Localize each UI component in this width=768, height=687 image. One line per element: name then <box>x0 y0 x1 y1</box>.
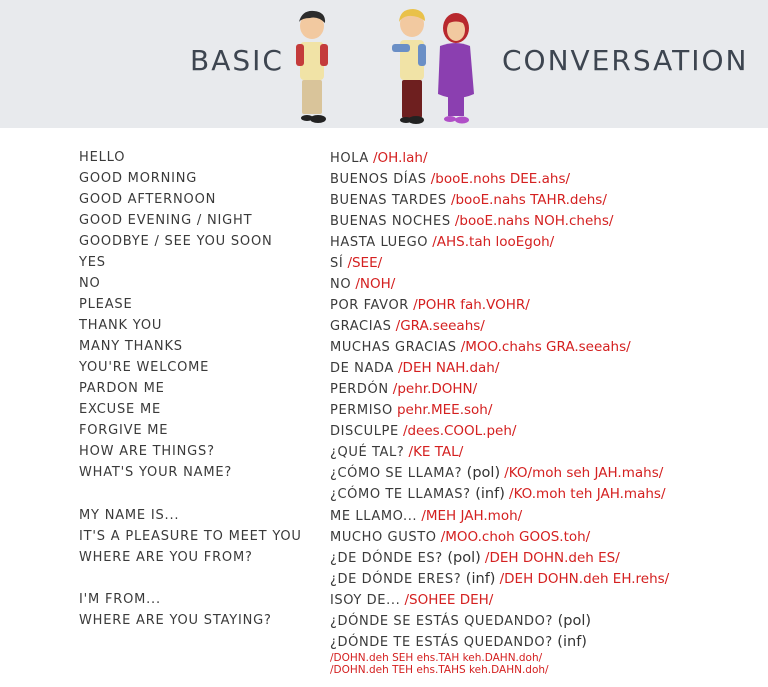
phrase-row <box>0 592 768 612</box>
phrase-row <box>0 661 768 681</box>
english-phrase: NO <box>79 276 101 291</box>
pronunciation: /booE.nahs NOH.chehs/ <box>454 213 614 229</box>
spanish-phrase: BUENOS DÍAS <box>330 172 427 187</box>
pronunciation: /dees.COOL.peh/ <box>402 423 517 439</box>
spanish-cell <box>330 661 549 677</box>
spanish-cell <box>330 213 613 229</box>
spanish-phrase: ¿DE DÓNDE ES? <box>330 551 443 566</box>
pronunciation: pehr.MEE.soh/ <box>396 402 493 418</box>
spanish-cell <box>330 444 463 460</box>
phrase-row <box>0 276 768 296</box>
phrase-row <box>0 444 768 464</box>
spanish-cell <box>330 571 669 587</box>
spanish-phrase: ¿CÓMO TE LLAMAS? <box>330 487 471 502</box>
spanish-phrase: ME LLAMO... <box>330 509 418 524</box>
pronunciation: /DEH DOHN.deh ES/ <box>484 550 620 566</box>
formality-note: (inf) <box>470 486 505 502</box>
spanish-cell <box>330 150 428 166</box>
spanish-phrase: ¿DE DÓNDE ERES? <box>330 572 462 587</box>
spanish-phrase: NO <box>330 277 352 292</box>
boy-figure <box>296 11 328 123</box>
spanish-cell <box>330 255 382 271</box>
phrase-row <box>0 381 768 401</box>
formality-note: (inf) <box>552 634 587 650</box>
english-phrase: GOOD MORNING <box>79 171 198 186</box>
spanish-cell <box>330 360 499 376</box>
spanish-cell <box>330 486 666 502</box>
spanish-cell <box>330 423 516 439</box>
phrase-row <box>0 550 768 570</box>
spanish-cell <box>330 402 492 418</box>
pronunciation: /KO/moh seh JAH.mahs/ <box>504 465 664 481</box>
pronunciation: /DOHN.deh TEH ehs.TAHS keh.DAHN.doh/ <box>330 664 549 676</box>
girl-figure <box>438 13 474 124</box>
phrase-row <box>0 571 768 591</box>
blond-boy-figure <box>392 9 426 124</box>
phrase-row <box>0 486 768 506</box>
spanish-phrase: DE NADA <box>330 361 394 376</box>
spanish-phrase: PERMISO <box>330 403 393 418</box>
spanish-phrase: ¿CÓMO SE LLAMA? <box>330 466 463 481</box>
spanish-phrase: MUCHO GUSTO <box>330 530 437 545</box>
spanish-phrase: BUENAS NOCHES <box>330 214 451 229</box>
phrase-row <box>0 529 768 549</box>
phrase-row <box>0 213 768 233</box>
phrase-row <box>0 171 768 191</box>
spanish-phrase: SÍ <box>330 256 344 271</box>
spanish-cell <box>330 508 522 524</box>
spanish-phrase: DISCULPE <box>330 424 399 439</box>
english-phrase: WHERE ARE YOU STAYING? <box>79 613 272 628</box>
english-phrase: EXCUSE ME <box>79 402 161 417</box>
phrase-row <box>0 150 768 170</box>
phrase-row <box>0 423 768 443</box>
english-phrase: PARDON ME <box>79 381 165 396</box>
spanish-cell <box>330 613 591 629</box>
title-basic: BASIC <box>190 44 284 77</box>
people-illustration <box>288 6 484 128</box>
phrase-row <box>0 465 768 485</box>
spanish-phrase: HASTA LUEGO <box>330 235 429 250</box>
english-phrase: WHERE ARE YOU FROM? <box>79 550 253 565</box>
phrase-row <box>0 360 768 380</box>
spanish-phrase: GRACIAS <box>330 319 392 334</box>
pronunciation: /GRA.seeahs/ <box>395 318 485 334</box>
english-phrase: YOU'RE WELCOME <box>79 360 210 375</box>
spanish-cell <box>330 550 620 566</box>
title-conversation: CONVERSATION <box>502 44 749 77</box>
phrase-row <box>0 192 768 212</box>
pronunciation: /DEH DOHN.deh EH.rehs/ <box>499 571 670 587</box>
spanish-cell <box>330 192 607 208</box>
pronunciation: /booE.nohs DEE.ahs/ <box>430 171 571 187</box>
english-phrase: FORGIVE ME <box>79 423 169 438</box>
english-phrase: THANK YOU <box>79 318 163 333</box>
phrase-row <box>0 255 768 275</box>
english-phrase: WHAT'S YOUR NAME? <box>79 465 233 480</box>
english-phrase: HOW ARE THINGS? <box>79 444 215 459</box>
pronunciation: /SOHEE DEH/ <box>404 592 494 608</box>
english-phrase: IT'S A PLEASURE TO MEET YOU <box>79 529 302 544</box>
spanish-phrase: ISOY DE... <box>330 593 401 608</box>
english-phrase: I'M FROM... <box>79 592 161 607</box>
formality-note: (pol) <box>553 613 592 629</box>
pronunciation: /SEE/ <box>347 255 383 271</box>
pronunciation: /POHR fah.VOHR/ <box>413 297 530 313</box>
pronunciation: /MOO.chahs GRA.seeahs/ <box>460 339 631 355</box>
spanish-phrase: BUENAS TARDES <box>330 193 447 208</box>
spanish-cell <box>330 465 663 481</box>
english-phrase: PLEASE <box>79 297 133 312</box>
spanish-phrase: MUCHAS GRACIAS <box>330 340 457 355</box>
english-phrase: GOOD EVENING / NIGHT <box>79 213 253 228</box>
pronunciation: /MOO.choh GOOS.toh/ <box>440 529 591 545</box>
pronunciation: /KE TAL/ <box>408 444 464 460</box>
phrase-row <box>0 402 768 422</box>
pronunciation: /DEH NAH.dah/ <box>398 360 500 376</box>
formality-note: (pol) <box>442 550 481 566</box>
spanish-phrase: ¿DÓNDE TE ESTÁS QUEDANDO? <box>330 635 553 650</box>
phrase-row <box>0 613 768 633</box>
spanish-cell <box>330 592 493 608</box>
pronunciation: /AHS.tah looEgoh/ <box>432 234 555 250</box>
pronunciation: /OH.lah/ <box>372 150 428 166</box>
pronunciation: /NOH/ <box>355 276 396 292</box>
formality-note: (pol) <box>462 465 501 481</box>
phrase-row <box>0 339 768 359</box>
english-phrase: HELLO <box>79 150 126 165</box>
spanish-cell <box>330 634 587 650</box>
english-phrase: YES <box>79 255 106 270</box>
spanish-phrase: HOLA <box>330 151 369 166</box>
spanish-cell <box>330 171 570 187</box>
phrase-row <box>0 318 768 338</box>
english-phrase: MY NAME IS... <box>79 508 180 523</box>
pronunciation: /booE.nahs TAHR.dehs/ <box>450 192 607 208</box>
english-phrase: GOODBYE / SEE YOU SOON <box>79 234 273 249</box>
spanish-cell <box>330 339 631 355</box>
spanish-cell <box>330 318 485 334</box>
phrase-row <box>0 297 768 317</box>
spanish-cell <box>330 529 590 545</box>
spanish-phrase: ¿DÓNDE SE ESTÁS QUEDANDO? <box>330 614 553 629</box>
english-phrase: GOOD AFTERNOON <box>79 192 217 207</box>
spanish-cell <box>330 234 554 250</box>
spanish-phrase: POR FAVOR <box>330 298 409 313</box>
spanish-cell <box>330 276 395 292</box>
phrase-row <box>0 508 768 528</box>
english-phrase: MANY THANKS <box>79 339 183 354</box>
pronunciation: /MEH JAH.moh/ <box>421 508 523 524</box>
formality-note: (inf) <box>461 571 496 587</box>
pronunciation: /pehr.DOHN/ <box>392 381 478 397</box>
header-banner <box>0 0 768 128</box>
spanish-cell <box>330 381 477 397</box>
phrase-row <box>0 234 768 254</box>
spanish-cell <box>330 297 530 313</box>
spanish-phrase: ¿QUÉ TAL? <box>330 445 405 460</box>
spanish-phrase: PERDÓN <box>330 382 389 397</box>
pronunciation: /KO.moh teh JAH.mahs/ <box>509 486 666 502</box>
pronunciation: /DOHN.deh SEH ehs.TAH keh.DAHN.doh/ <box>330 652 543 664</box>
